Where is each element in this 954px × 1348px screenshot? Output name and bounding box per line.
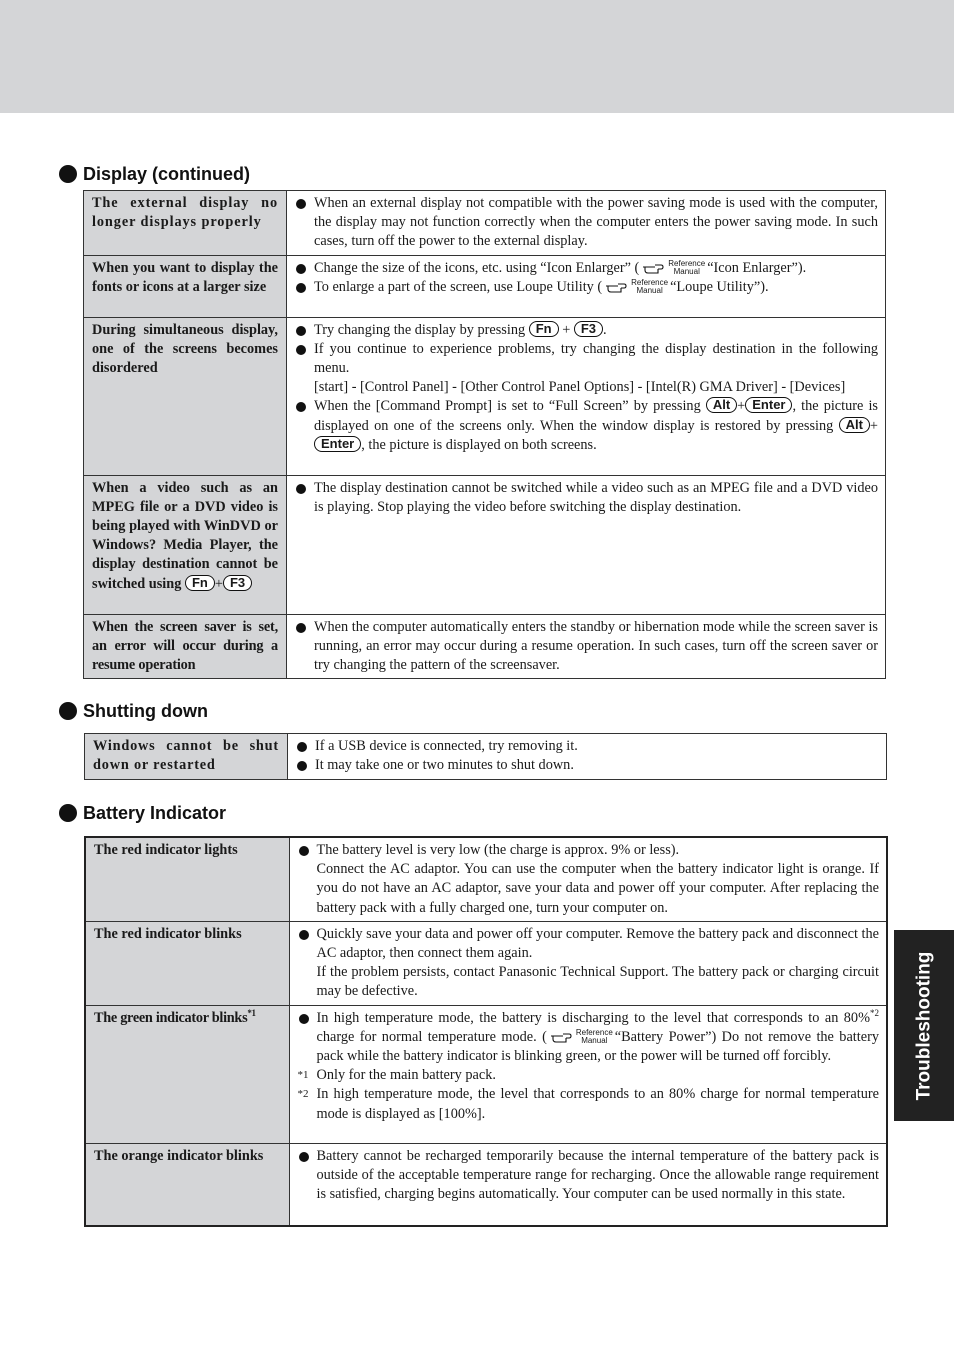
reference-manual-icon xyxy=(549,1029,613,1045)
section-title-text: Display (continued) xyxy=(83,164,251,184)
page-header-band xyxy=(0,0,954,113)
solution-text: “Loupe Utility”). xyxy=(670,278,769,295)
footnote-mark: *2 xyxy=(870,1007,879,1018)
solution-cell xyxy=(288,734,887,780)
solution-item xyxy=(295,259,878,278)
reference-manual-icon xyxy=(604,279,668,295)
condition-cell xyxy=(84,475,287,614)
table-row xyxy=(85,921,887,1005)
f3-key-icon: F3 xyxy=(223,575,252,591)
condition-cell: The external display no longer displays properly xyxy=(84,191,287,256)
condition-cell: During simultaneous display, one of the screens becomes disordered xyxy=(84,317,287,475)
condition-cell: When you want to display the fonts or icons at a larger size xyxy=(84,255,287,317)
manual-label: Manual xyxy=(673,266,700,276)
solution-cell xyxy=(289,1143,887,1226)
footnote-text: In high temperature mode, the level that corresponds to an 80% charge for normal temperature mode is displayed as [100%]. xyxy=(316,1086,879,1122)
battery-troubleshooting-table xyxy=(84,836,888,1227)
solution-item xyxy=(295,278,878,297)
solution-text: , the picture is displayed on one of the screens only. When the window display is restored by pressing xyxy=(314,398,879,434)
solution-item: If a USB device is connected, try removing it. xyxy=(296,737,879,756)
solution-cell xyxy=(289,1005,887,1143)
solution-item xyxy=(295,397,878,455)
table-row xyxy=(84,475,886,614)
solution-text: When the [Command Prompt] is set to “Full Screen” by pressing xyxy=(314,398,701,415)
solution-cell xyxy=(287,317,886,475)
bullet-dot-icon xyxy=(59,165,77,183)
section-title-display xyxy=(59,163,250,185)
solution-text: Change the size of the icons, etc. using “Icon Enlarger” ( xyxy=(314,259,640,276)
reference-label: Reference xyxy=(668,258,706,268)
section-title-shutdown xyxy=(59,700,208,722)
solution-text: “Battery Power”) Do not remove the battery pack while the battery indicator is blinking green, or the power will be turned off forcibly. xyxy=(316,1028,879,1065)
footnote-mark: *2 xyxy=(297,1088,309,1101)
solution-cell xyxy=(287,475,886,614)
solution-cell xyxy=(289,837,887,921)
plus-sign: + xyxy=(214,575,223,592)
solution-item: When the computer automatically enters the standby or hibernation mode while the screen saver is running, an error may occur during a resume operation. In such cases, turn off the screen saver or try changing the pattern of the screensaver. xyxy=(295,618,878,676)
condition-cell: When the screen saver is set, an error will occur during a resume operation xyxy=(84,614,287,679)
condition-cell: Windows cannot be shut down or restarted xyxy=(85,734,288,780)
alt-key-icon: Alt xyxy=(706,397,737,413)
footnote-mark: *1 xyxy=(297,1069,309,1082)
enter-key-icon: Enter xyxy=(314,436,361,452)
solution-item: The display destination cannot be switched while a video such as an MPEG file and a DVD video is playing. Stop playing the video before switching the display destination. xyxy=(295,479,878,517)
solution-item xyxy=(298,1009,880,1067)
display-troubleshooting-table xyxy=(83,190,886,679)
section-title-text: Shutting down xyxy=(83,701,208,721)
plus-sign: + xyxy=(562,321,571,338)
table-row xyxy=(85,734,887,780)
footnote-text: Only for the main battery pack. xyxy=(316,1067,496,1084)
solution-text: , the picture is displayed on both screens. xyxy=(361,436,597,453)
solution-text: If the problem persists, contact Panasonic Technical Support. The battery pack or charging circuit may be defective. xyxy=(316,964,879,1000)
solution-cell xyxy=(289,921,887,1005)
footnote-item xyxy=(298,1085,880,1123)
fn-key-icon: Fn xyxy=(185,575,215,591)
reference-label: Reference xyxy=(575,1027,613,1037)
solution-text: To enlarge a part of the screen, use Loupe Utility ( xyxy=(314,278,603,295)
solution-text: Connect the AC adaptor. You can use the computer when the battery indicator light is orange. If you do not have an AC adaptor, save your data and power off your computer. After replacing the battery pack with a fully charged one, turn your computer on. xyxy=(316,861,879,916)
table-row xyxy=(84,255,886,317)
manual-label: Manual xyxy=(581,1035,608,1045)
shutdown-troubleshooting-table xyxy=(84,733,887,780)
reference-label: Reference xyxy=(631,277,669,287)
table-row xyxy=(85,837,887,921)
section-title-text: Battery Indicator xyxy=(83,803,227,823)
solution-item xyxy=(295,340,878,398)
condition-cell: The red indicator blinks xyxy=(85,921,289,1005)
solution-text: If you continue to experience problems, try changing the display destination in the following menu. xyxy=(314,340,878,377)
solution-item: When an external display not compatible with the power saving mode is used with the computer, the display may not function correctly when the computer enters the power saving mode. In such cases, turn off the power to the external display. xyxy=(295,194,878,252)
plus-sign: + xyxy=(869,417,878,434)
solution-text: charge for normal temperature mode. ( xyxy=(316,1028,547,1045)
table-row xyxy=(85,1143,887,1226)
table-row xyxy=(84,317,886,475)
condition-cell xyxy=(85,1005,289,1143)
solution-text: Try changing the display by pressing xyxy=(314,321,526,338)
menu-path: [start] - [Control Panel] - [Other Control Panel Options] - [Intel(R) GMA Driver] - [Devices] xyxy=(314,379,846,396)
solution-text: “Icon Enlarger”). xyxy=(707,259,807,276)
solution-text: The battery level is very low (the charge is approx. 9% or less). xyxy=(316,842,680,858)
reference-manual-icon xyxy=(641,260,705,276)
solution-item xyxy=(298,925,880,1002)
f3-key-icon: F3 xyxy=(574,321,603,337)
alt-key-icon: Alt xyxy=(839,417,870,433)
enter-key-icon: Enter xyxy=(745,397,792,413)
solution-cell xyxy=(287,614,886,679)
bullet-dot-icon xyxy=(59,804,77,822)
footnote-mark: *1 xyxy=(247,1007,256,1018)
solution-text: Quickly save your data and power off your computer. Remove the battery pack and disconnect the AC adaptor, then connect them again. xyxy=(316,925,879,962)
solution-cell xyxy=(287,191,886,256)
solution-text: . xyxy=(603,321,607,338)
condition-text: The green indicator blinks xyxy=(94,1009,248,1026)
manual-label: Manual xyxy=(636,285,663,295)
solution-item: It may take one or two minutes to shut down. xyxy=(296,756,879,775)
table-row xyxy=(84,614,886,679)
chapter-tab-troubleshooting xyxy=(894,930,954,1121)
table-row xyxy=(85,1005,887,1143)
condition-text: When a video such as an MPEG file or a DVD video is being played with WinDVD or Windows? Media Player, the display destination cannot be switched using xyxy=(92,479,278,592)
solution-text: In high temperature mode, the battery is discharging to the level that corresponds to an 80% xyxy=(316,1009,870,1026)
chapter-tab-label: Troubleshooting xyxy=(913,951,935,1100)
solution-item: Battery cannot be recharged temporarily because the internal temperature of the battery pack is outside of the acceptable temperature range for recharging. Once the allowable range requirement is satisfied, charging begins automatically. Your computer can be used normally in this state. xyxy=(298,1147,880,1205)
fn-key-icon: Fn xyxy=(529,321,559,337)
solution-item xyxy=(295,321,878,340)
solution-item xyxy=(298,841,880,918)
plus-sign: + xyxy=(737,398,746,415)
table-row xyxy=(84,191,886,256)
section-title-battery xyxy=(59,802,226,824)
bullet-dot-icon xyxy=(59,702,77,720)
condition-cell: The red indicator lights xyxy=(85,837,289,921)
footnote-item xyxy=(298,1066,880,1085)
condition-cell: The orange indicator blinks xyxy=(85,1143,289,1226)
solution-cell xyxy=(287,255,886,317)
